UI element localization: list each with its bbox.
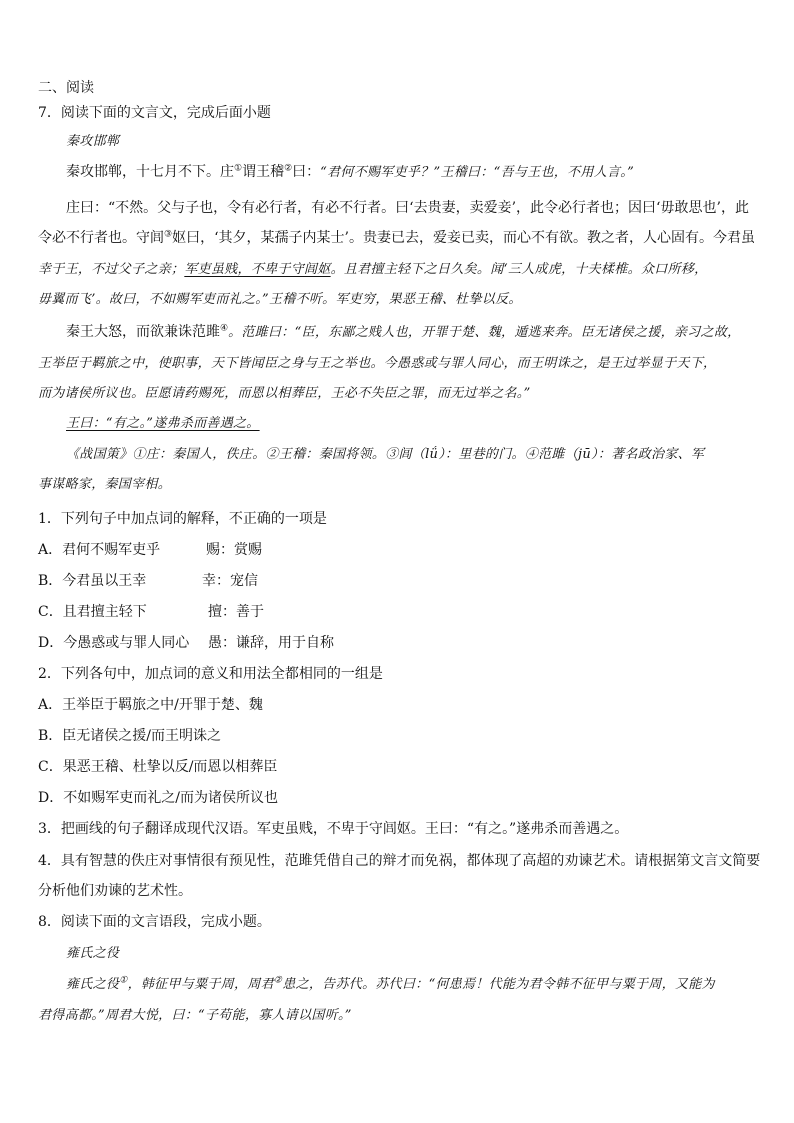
section-title: 二、阅读 — [38, 80, 94, 96]
sub1-option-a: A．君何不赐军吏乎 赐：赏赐 — [38, 542, 262, 558]
question-7-heading: 7．阅读下面的文言文，完成后面小题 — [38, 105, 271, 121]
sub2-option-a: A．王举臣于羁旅之中/开罪于楚、魏 — [38, 697, 263, 713]
passage-paragraph-2-line-2: 令必不行者也。守闾③妪曰，‘其夕，某孺子内某士’。贵妻已去，爱妾已卖，而心不有欲。教之者，人心固有。今君虽 — [38, 229, 755, 246]
sub-question-2: 2．下列各句中，加点词的意义和用法全都相同的一组是 — [38, 666, 383, 682]
footnote-line-1: 《战国策》①庄：秦国人，佚庄。②王稽：秦国将领。③闾（lǘ）：里巷的门。④范雎（jū）：著名政治家、军 — [66, 447, 705, 462]
passage-paragraph-3-line-2: 王举臣于羁旅之中，使职事，天下皆闻臣之身与王之举也。今愚惑或与罪人同心，而王明诛之，是王过举显于天下， — [38, 356, 717, 371]
passage-paragraph-2-line-4: 毋翼而飞’。故曰，不如赐军吏而礼之。”王稽不听。军吏穷，果恶王稽、杜挚以反。 — [38, 292, 522, 307]
passage-paragraph-2-line-1: 庄曰：“不然。父与子也，令有必行者，有必不行者。曰‘去贵妻，卖爱妾’，此令必行者也；因曰‘毋敢思也’，此 — [66, 200, 749, 216]
sub1-option-b: B．今君虽以王幸 幸：宠信 — [38, 573, 258, 589]
passage-paragraph-1: 秦攻邯郸，十七月不下。庄①谓王稽②曰：“君何不赐军吏乎？”王稽曰：“吾与王也，不用人言。” — [66, 163, 635, 180]
passage-2-title: 雍氏之役 — [66, 946, 120, 961]
passage-paragraph-2-line-3: 幸于王，不过父子之亲；军吏虽贱，不卑于守闾妪。且君擅主轻下之日久矣。闻‘三人成虎，十夫楺椎。众口所移， — [38, 262, 708, 277]
footnote-line-2: 事谋略家，秦国宰相。 — [38, 477, 172, 492]
passage-2-line-1: 雍氏之役①，韩征甲与粟于周，周君②患之，告苏代。苏代曰：“何患焉！代能为君令韩不征甲与粟于周，又能为 — [66, 975, 715, 992]
sub-question-4-line-2: 分析他们劝谏的艺术性。 — [38, 883, 192, 899]
sub2-option-d: D．不如赐军吏而礼之/而为诸侯所议也 — [38, 790, 278, 806]
sub1-option-d: D．今愚惑或与罪人同心 愚：谦辞，用于自称 — [38, 635, 334, 651]
sub2-option-c: C．果恶王稽、杜挚以反/而恩以相葬臣 — [38, 759, 278, 775]
question-8-heading: 8．阅读下面的文言语段，完成小题。 — [38, 914, 271, 930]
underlined-sentence: 军吏虽贱，不卑于守闾妪 — [184, 262, 331, 277]
sub-question-3: 3．把画线的句子翻译成现代汉语。军吏虽贱，不卑于守闾妪。王曰：“有之。”遂弗杀而善遇之。 — [38, 821, 629, 837]
passage-paragraph-3-line-3: 而为诸侯所议也。臣愿请药赐死，而恩以相葬臣，王必不失臣之罪，而无过举之名。” — [38, 386, 531, 401]
passage-paragraph-3-line-1: 秦王大怒，而欲兼诛范雎④。范雎曰：“臣，东鄙之贱人也，开罪于楚、魏，遁逃来奔。臣无诸侯之援，亲习之故， — [66, 323, 741, 340]
sub-question-1: 1．下列句子中加点词的解释，不正确的一项是 — [38, 511, 327, 527]
sub-question-4-line-1: 4．具有智慧的佚庄对事情很有预见性，范雎凭借自己的辩才而免祸，都体现了高超的劝谏艺术。请根据第文言文简要 — [38, 853, 761, 869]
sub1-option-c: C．且君擅主轻下 擅：善于 — [38, 604, 264, 620]
sub2-option-b: B．臣无诸侯之援/而王明诛之 — [38, 728, 222, 744]
passage-paragraph-4: 王曰：“有之。”遂弗杀而善遇之。 — [66, 416, 260, 431]
passage-title: 秦攻邯郸 — [66, 134, 120, 149]
passage-2-line-2: 君得高都。”周君大悦，曰：“子苟能，寡人请以国听。” — [38, 1008, 352, 1023]
